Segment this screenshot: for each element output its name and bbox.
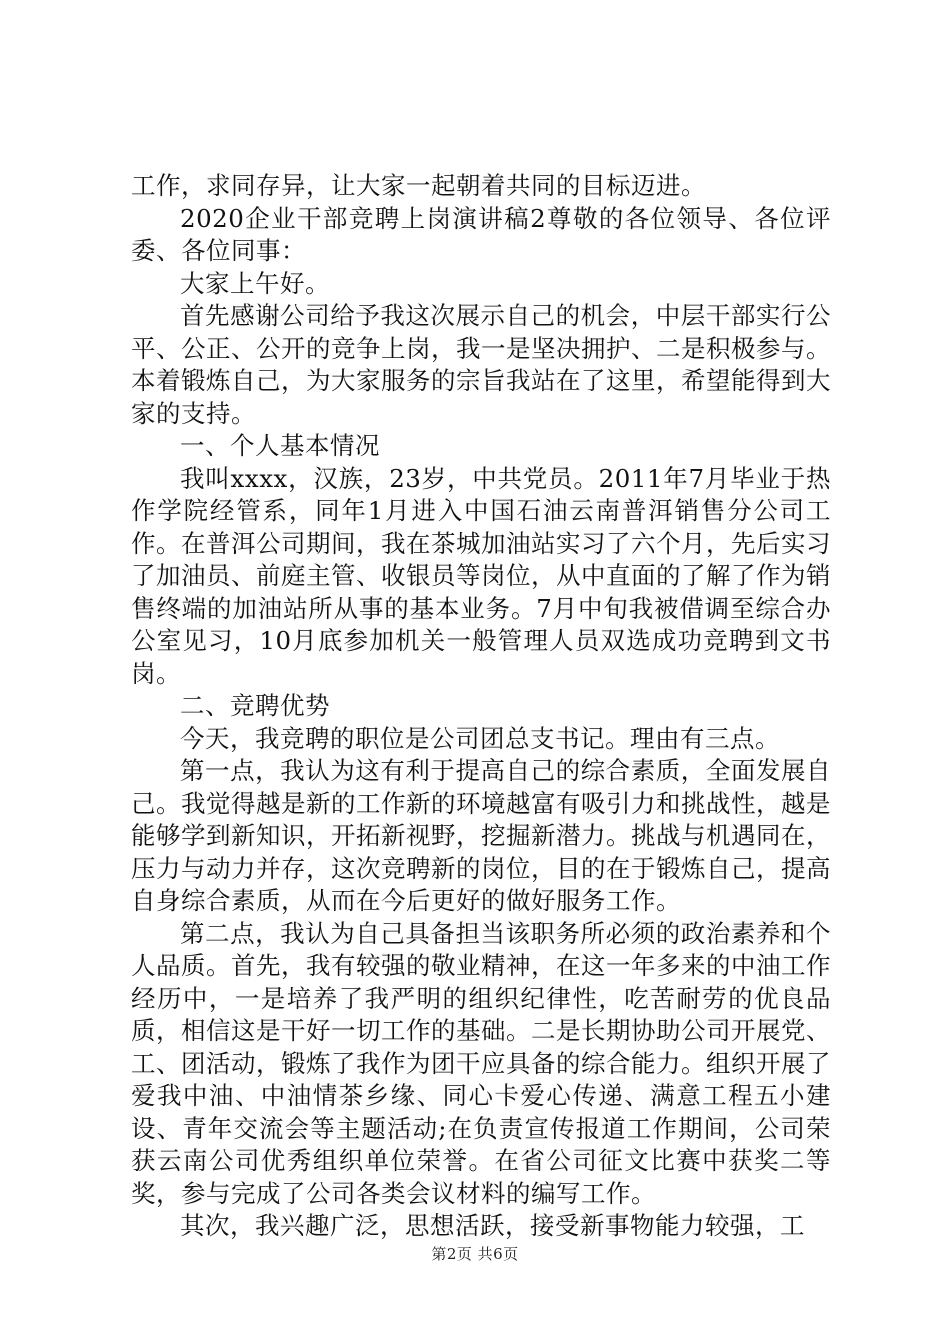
document-body bbox=[131, 170, 831, 1243]
paragraph-9: 其次，我兴趣广泛，思想活跃，接受新事物能力较强，工 bbox=[180, 1211, 805, 1240]
section-heading-1: 一、个人基本情况 bbox=[180, 431, 380, 460]
page-footer bbox=[0, 1243, 950, 1264]
section-heading-2: 二、竞聘优势 bbox=[180, 691, 330, 720]
paragraph-1: 工作，求同存异，让大家一起朝着共同的目标迈进。 bbox=[131, 171, 706, 200]
paragraph-3: 大家上午好。 bbox=[180, 268, 330, 298]
paragraph-5: 我叫xxxx，汉族，23岁，中共党员。2011年7月毕业于热作学院经管系，同年1月进入中国石油云南普洱销售分公司工作。在普洱公司期间，我在茶城加油站实习了六个月，先后实习了加油员、前庭主管、收银员等岗位，从中直面的了解了作为销售终端的加油站所从事的基本业务。7月中旬我被借调至综合办公室见习，10月底参加机关一般管理人员双选成功竞聘到文书岗。 bbox=[131, 463, 831, 688]
page-number: 第2页 共6页 bbox=[431, 1245, 519, 1263]
paragraph-6: 今天，我竞聘的职位是公司团总支书记。理由有三点。 bbox=[180, 723, 780, 753]
paragraph-2: 2020企业干部竞聘上岗演讲稿2尊敬的各位领导、各位评委、各位同事： bbox=[131, 203, 831, 265]
paragraph-4: 首先感谢公司给予我这次展示自己的机会，中层干部实行公平、公正、公开的竞争上岗，我一是坚决拥护、二是积极参与。本着锻炼自己，为大家服务的宗旨我站在了这里，希望能得到大家的支持。 bbox=[131, 301, 831, 428]
paragraph-7: 第一点，我认为这有利于提高自己的综合素质，全面发展自己。我觉得越是新的工作新的环境越富有吸引力和挑战性，越是能够学到新知识，开拓新视野，挖掘新潜力。挑战与机遇同在，压力与动力并存，这次竞聘新的岗位，目的在于锻炼自己，提高自身综合素质，从而在今后更好的做好服务工作。 bbox=[131, 756, 831, 915]
paragraph-8: 第二点，我认为自己具备担当该职务所必须的政治素养和个人品质。首先，我有较强的敬业精神，在这一年多来的中油工作经历中，一是培养了我严明的组织纪律性，吃苦耐劳的优良品质，相信这是干好一切工作的基础。二是长期协助公司开展党、工、团活动，锻炼了我作为团干应具备的综合能力。组织开展了爱我中油、中油情茶乡缘、同心卡爱心传递、满意工程五小建设、青年交流会等主题活动;在负责宣传报道工作期间，公司荣获云南公司优秀组织单位荣誉。在省公司征文比赛中获奖二等奖，参与完成了公司各类会议材料的编写工作。 bbox=[131, 918, 831, 1208]
